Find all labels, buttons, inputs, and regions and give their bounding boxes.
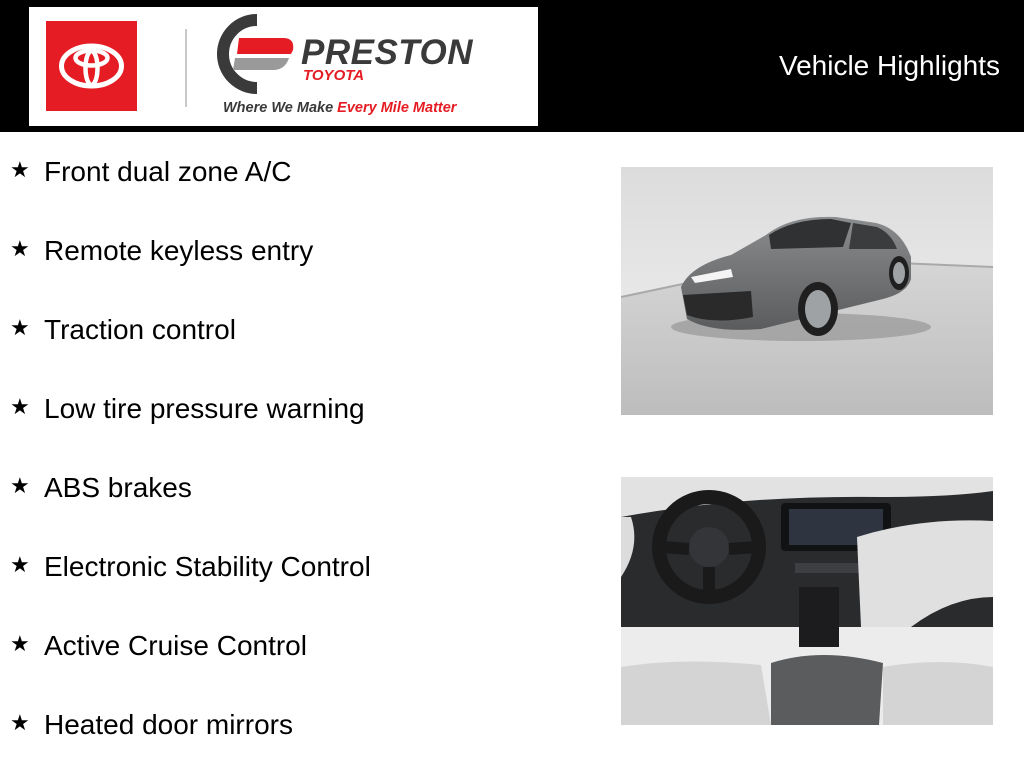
dealer-tagline <box>223 101 456 116</box>
vehicle-interior-photo <box>621 477 993 725</box>
tagline-accent: Every Mile Matter <box>337 100 457 116</box>
dealer-logo <box>29 7 538 126</box>
star-icon: ★ <box>10 552 30 577</box>
star-icon: ★ <box>10 157 30 182</box>
tagline-start: Where We Make <box>223 100 338 116</box>
feature-label: Electronic Stability Control <box>44 551 371 582</box>
list-item <box>10 152 371 231</box>
feature-label: Active Cruise Control <box>44 630 307 661</box>
preston-p-mark-icon <box>217 14 297 96</box>
page-title: Vehicle Highlights <box>778 50 1000 81</box>
dealer-name: PRESTON <box>301 33 474 72</box>
dealer-brand: TOYOTA <box>303 67 365 84</box>
star-icon: ★ <box>10 631 30 656</box>
logo-divider <box>185 29 187 107</box>
list-item <box>10 705 371 784</box>
feature-label: ABS brakes <box>44 472 192 503</box>
toyota-emblem-icon <box>46 21 137 111</box>
feature-label: Heated door mirrors <box>44 709 293 740</box>
star-icon: ★ <box>10 315 30 340</box>
feature-label: Front dual zone A/C <box>44 156 292 187</box>
feature-label: Low tire pressure warning <box>44 393 365 424</box>
list-item <box>10 310 371 389</box>
star-icon: ★ <box>10 473 30 498</box>
list-item <box>10 626 371 705</box>
list-item <box>10 389 371 468</box>
vehicle-exterior-photo <box>621 167 993 415</box>
feature-label: Traction control <box>44 314 236 345</box>
list-item <box>10 547 371 626</box>
feature-list <box>10 152 371 784</box>
star-icon: ★ <box>10 394 30 419</box>
list-item <box>10 231 371 310</box>
star-icon: ★ <box>10 710 30 735</box>
header-bar <box>0 0 1024 132</box>
list-item <box>10 468 371 547</box>
star-icon: ★ <box>10 236 30 261</box>
feature-label: Remote keyless entry <box>44 235 314 266</box>
